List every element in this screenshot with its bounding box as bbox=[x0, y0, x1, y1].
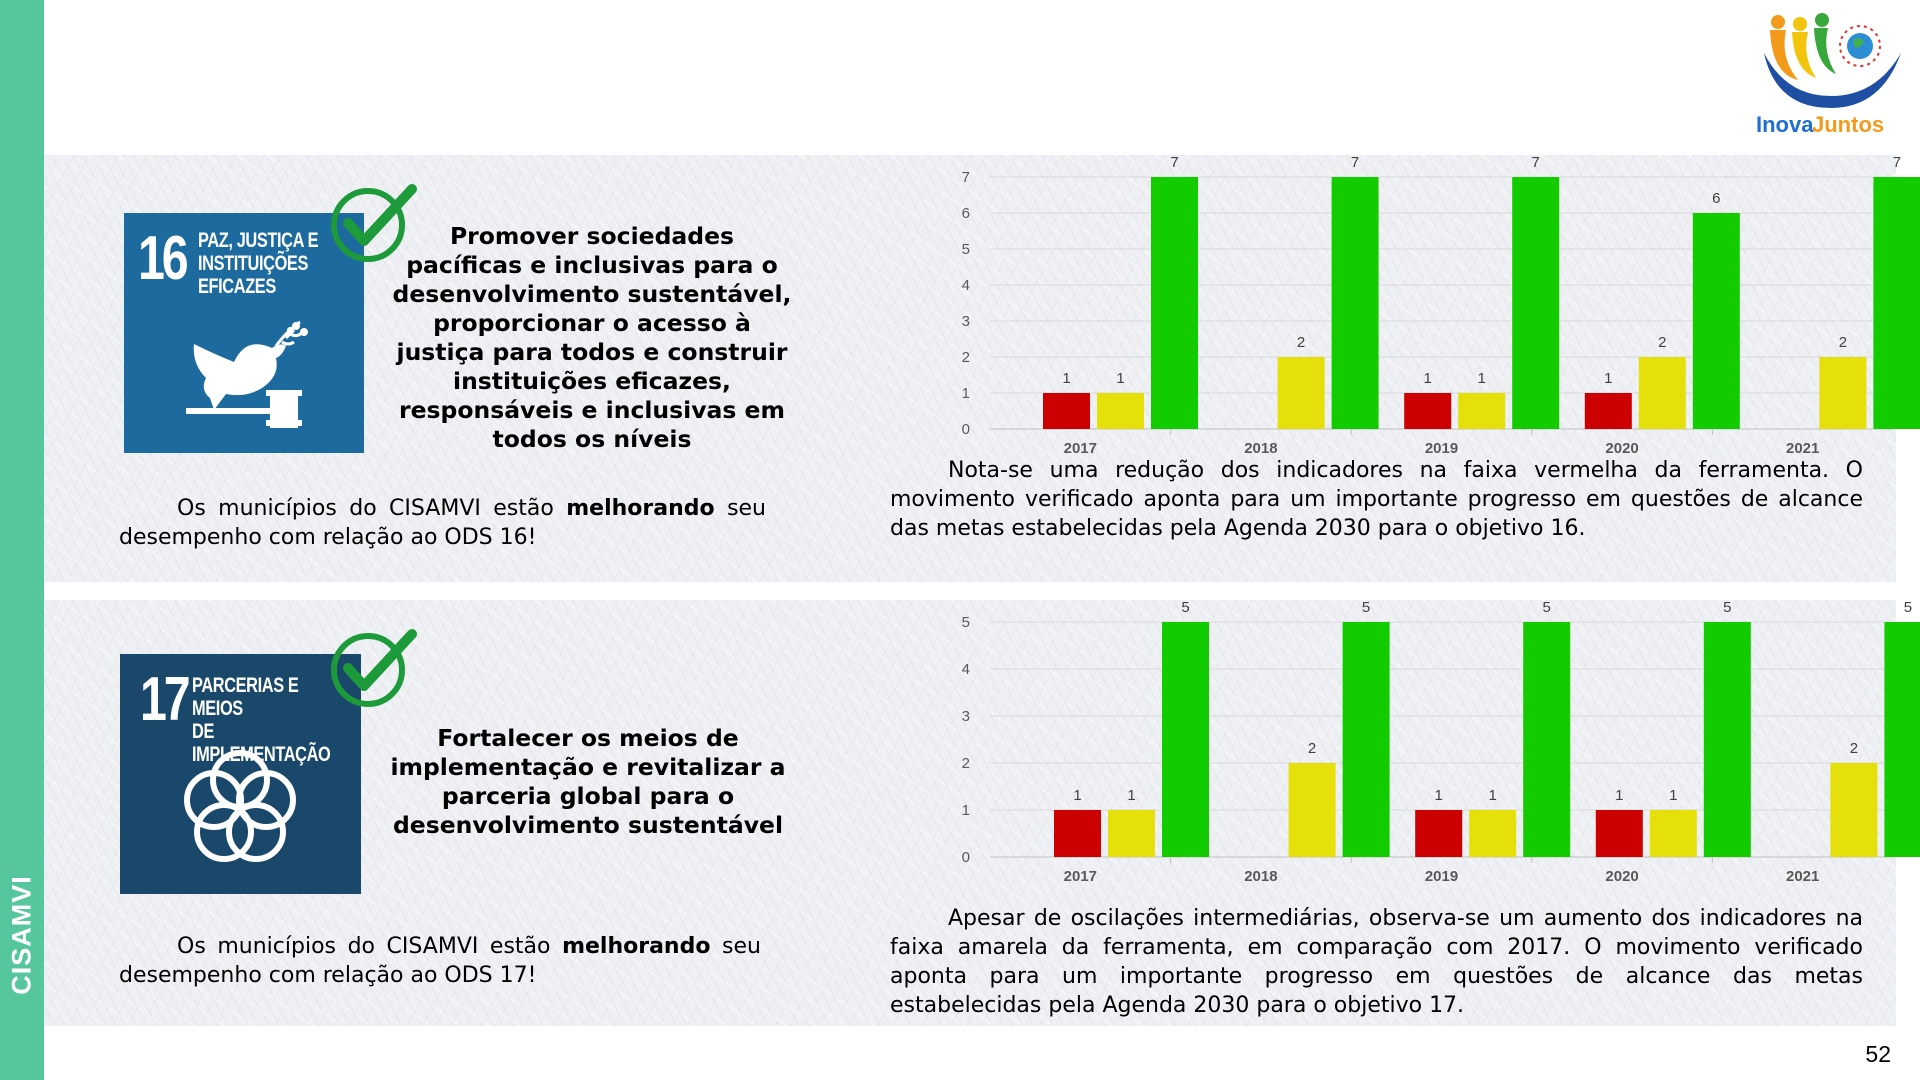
y-tick-label: 7 bbox=[961, 169, 970, 186]
bar bbox=[1097, 393, 1144, 429]
ods17-note: Apesar de oscilações intermediárias, observa-se um aumento dos indicadores na faixa amarela da ferramenta, em comparação com 2017. O movimento verificado aponta para um importante progresso em questões de alcance das metas estabelecidas pela Agenda 2030 para o objetivo 17. bbox=[890, 906, 1863, 1018]
bar bbox=[1415, 810, 1462, 857]
y-tick-label: 0 bbox=[961, 849, 970, 866]
y-tick-label: 3 bbox=[961, 708, 970, 725]
x-category-label: 2017 bbox=[1063, 440, 1097, 457]
logo-text-juntos: Juntos bbox=[1812, 112, 1885, 137]
x-category-label: 2019 bbox=[1424, 868, 1459, 885]
y-tick-label: 5 bbox=[961, 614, 970, 631]
sdg16-number: 16 bbox=[138, 224, 186, 293]
ods16-bar-chart bbox=[940, 148, 1900, 460]
x-category-label: 2021 bbox=[1786, 868, 1820, 885]
dove-gavel-icon bbox=[186, 318, 316, 428]
bar bbox=[1458, 393, 1505, 429]
x-category-label: 2020 bbox=[1605, 440, 1639, 457]
bar bbox=[1873, 177, 1920, 429]
bar-value-label: 5 bbox=[1542, 599, 1551, 616]
y-tick-label: 2 bbox=[961, 755, 970, 772]
y-tick-label: 1 bbox=[961, 385, 970, 402]
x-category-label: 2017 bbox=[1063, 868, 1097, 885]
logo-text-inova: Inova bbox=[1756, 112, 1814, 137]
bar bbox=[1469, 810, 1516, 857]
sdg17-badge bbox=[120, 654, 361, 894]
x-category-label: 2019 bbox=[1424, 440, 1459, 457]
bar bbox=[1704, 622, 1751, 857]
bar-value-label: 2 bbox=[1849, 740, 1859, 757]
bar-value-label: 1 bbox=[1477, 370, 1486, 387]
bar-value-label: 2 bbox=[1838, 334, 1848, 351]
bar-value-label: 1 bbox=[1604, 370, 1613, 387]
bar-value-label: 7 bbox=[1892, 154, 1902, 171]
bar bbox=[1596, 810, 1643, 857]
sdg16-title: PAZ, JUSTIÇA E INSTITUIÇÕES EFICAZES bbox=[198, 229, 319, 298]
sdg17-number: 17 bbox=[140, 665, 188, 734]
ods17-status-text: Os municípios do CISAMVI estão melhorando seu desempenho com relação ao ODS 17! bbox=[119, 934, 761, 988]
sdg17-title: PARCERIAS E MEIOS DE IMPLEMENTAÇÃO bbox=[192, 674, 331, 766]
y-tick-label: 6 bbox=[961, 205, 970, 222]
y-tick-label: 1 bbox=[961, 802, 970, 819]
bar-value-label: 5 bbox=[1903, 599, 1913, 616]
bar bbox=[1289, 763, 1336, 857]
y-tick-label: 5 bbox=[961, 241, 970, 258]
sdg16-badge bbox=[124, 213, 364, 453]
bar bbox=[1523, 622, 1570, 857]
bar-value-label: 1 bbox=[1669, 787, 1678, 804]
bar bbox=[1404, 393, 1451, 429]
bar-value-label: 1 bbox=[1116, 370, 1125, 387]
ods16-goal-text: Promover sociedades pacíficas e inclusivas para o desenvolvimento sustentável, proporcionar o acesso à justiça para todos e construir instituições eficazes, responsáveis e inclusivas em todos os níveis bbox=[392, 222, 792, 453]
bar-value-label: 2 bbox=[1307, 740, 1317, 757]
bar bbox=[1278, 357, 1325, 429]
bar-value-label: 1 bbox=[1488, 787, 1497, 804]
bar-value-label: 1 bbox=[1615, 787, 1624, 804]
bar-value-label: 7 bbox=[1170, 154, 1179, 171]
bar-value-label: 5 bbox=[1361, 599, 1371, 616]
bar bbox=[1585, 393, 1632, 429]
bar bbox=[1819, 357, 1866, 429]
bar-value-label: 1 bbox=[1127, 787, 1136, 804]
y-tick-label: 2 bbox=[961, 349, 970, 366]
bar-value-label: 2 bbox=[1296, 334, 1306, 351]
bar-value-label: 1 bbox=[1073, 787, 1082, 804]
bar-value-label: 1 bbox=[1423, 370, 1432, 387]
y-tick-label: 3 bbox=[961, 313, 970, 330]
y-tick-label: 4 bbox=[961, 661, 970, 678]
bar-value-label: 7 bbox=[1531, 154, 1540, 171]
x-category-label: 2021 bbox=[1786, 440, 1820, 457]
ods16-note: Nota-se uma redução dos indicadores na faixa vermelha da ferramenta. O movimento verificado aponta para um importante progresso em questões de alcance das metas estabelecidas pela Agenda 2030 para o objetivo 16. bbox=[890, 458, 1863, 541]
bar bbox=[1043, 393, 1090, 429]
bar bbox=[1151, 177, 1198, 429]
bar bbox=[1884, 622, 1920, 857]
bar bbox=[1650, 810, 1697, 857]
bar-value-label: 5 bbox=[1181, 599, 1190, 616]
bar bbox=[1108, 810, 1155, 857]
bar bbox=[1639, 357, 1686, 429]
bar bbox=[1332, 177, 1379, 429]
bar bbox=[1693, 213, 1740, 429]
bar bbox=[1343, 622, 1390, 857]
bar-value-label: 7 bbox=[1350, 154, 1360, 171]
page-number: 52 bbox=[1865, 1041, 1891, 1067]
sidebar bbox=[0, 0, 44, 1080]
x-category-label: 2020 bbox=[1605, 868, 1639, 885]
interlocking-rings-icon bbox=[178, 746, 302, 870]
ods17-goal-text: Fortalecer os meios de implementação e revitalizar a parceria global para o desenvolvimento sustentável bbox=[390, 724, 786, 839]
sidebar-label: CISAMVI bbox=[6, 875, 37, 995]
x-category-label: 2018 bbox=[1244, 868, 1278, 885]
bar bbox=[1054, 810, 1101, 857]
bar bbox=[1162, 622, 1209, 857]
bar-value-label: 1 bbox=[1434, 787, 1443, 804]
bar-value-label: 6 bbox=[1712, 190, 1721, 207]
ods17-bar-chart bbox=[940, 593, 1913, 893]
bar-value-label: 5 bbox=[1723, 599, 1732, 616]
bar bbox=[1512, 177, 1559, 429]
bar-value-label: 1 bbox=[1062, 370, 1071, 387]
inova-juntos-logo bbox=[1756, 8, 1906, 138]
y-tick-label: 0 bbox=[961, 421, 970, 438]
bar bbox=[1830, 763, 1877, 857]
bar-value-label: 2 bbox=[1658, 334, 1667, 351]
checkmark-icon bbox=[330, 628, 418, 708]
y-tick-label: 4 bbox=[961, 277, 970, 294]
x-category-label: 2018 bbox=[1244, 440, 1278, 457]
ods16-status-text: Os municípios do CISAMVI estão melhorando seu desempenho com relação ao ODS 16! bbox=[119, 496, 767, 550]
